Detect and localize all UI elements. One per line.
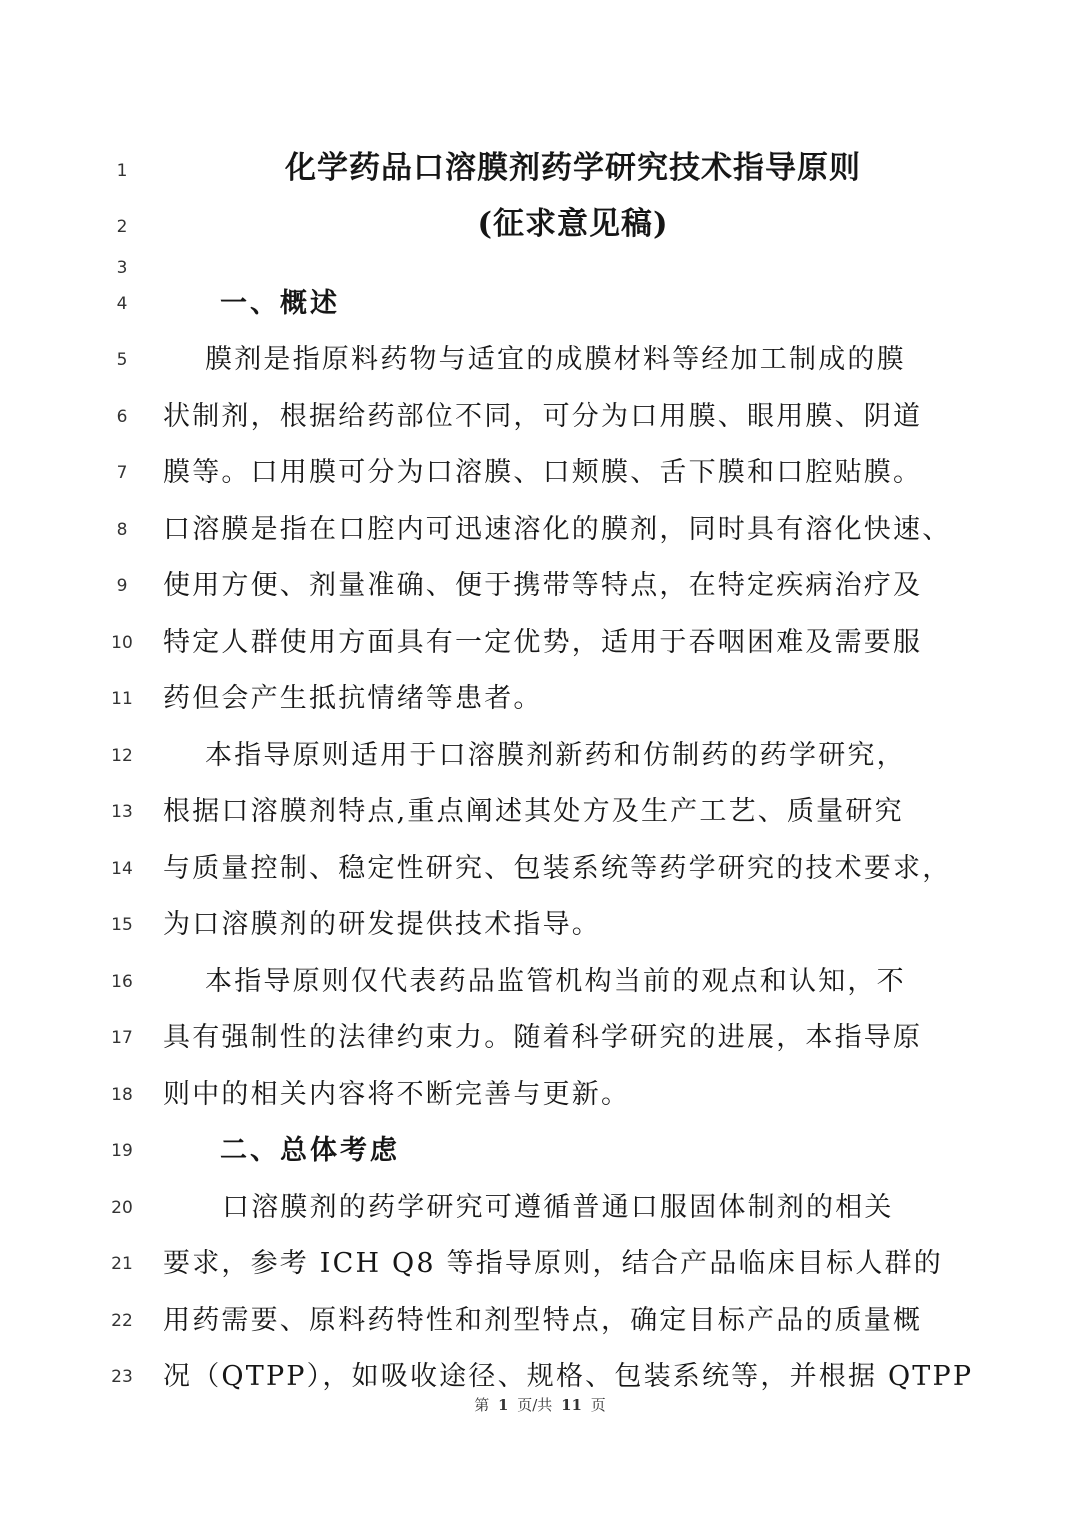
line-16: [0, 944, 1080, 1000]
section-heading-general: 二、总体考虑: [220, 1135, 400, 1166]
line-number: 21: [111, 1254, 133, 1274]
line-8: [0, 492, 1080, 548]
footer-middle: 页/共: [517, 1396, 553, 1414]
line-20: [0, 1170, 1080, 1226]
line-number: 16: [111, 972, 133, 992]
line-number: 4: [116, 294, 128, 314]
paragraph-line: 具有强制性的法律约束力。随着科学研究的进展，本指导原: [163, 1022, 923, 1053]
paragraph-line: 膜等。口用膜可分为口溶膜、口颊膜、舌下膜和口腔贴膜。: [163, 457, 923, 488]
line-number: 5: [116, 350, 128, 370]
line-1: [0, 133, 1080, 189]
section-heading-overview: 一、概述: [220, 288, 340, 319]
line-number: 22: [111, 1311, 133, 1331]
line-15: [0, 887, 1080, 943]
paragraph-line: 药但会产生抵抗情绪等患者。: [163, 683, 543, 714]
paragraph-line: 特定人群使用方面具有一定优势，适用于吞咽困难及需要服: [163, 627, 923, 658]
line-12: [0, 718, 1080, 774]
line-17: [0, 1000, 1080, 1056]
line-number: 14: [111, 859, 133, 879]
paragraph-line: 为口溶膜剂的研发提供技术指导。: [163, 909, 601, 940]
paragraph-line: 则中的相关内容将不断完善与更新。: [163, 1079, 631, 1110]
line-10: [0, 605, 1080, 661]
line-number: 2: [116, 217, 128, 237]
line-number: 15: [111, 915, 133, 935]
paragraph-line: 要求，参考 ICH Q8 等指导原则，结合产品临床目标人群的: [163, 1248, 943, 1279]
paragraph-line: 根据口溶膜剂特点,重点阐述其处方及生产工艺、质量研究: [163, 796, 904, 827]
document-subtitle: (征求意见稿): [477, 206, 669, 242]
paragraph-line: 口溶膜是指在口腔内可迅速溶化的膜剂，同时具有溶化快速、: [163, 514, 952, 545]
line-number: 8: [116, 520, 128, 540]
line-13: [0, 774, 1080, 830]
line-number: 18: [111, 1085, 133, 1105]
line-number: 12: [111, 746, 133, 766]
line-14: [0, 831, 1080, 887]
line-number: 23: [111, 1367, 133, 1387]
line-number: 13: [111, 802, 133, 822]
current-page-number: 1: [498, 1396, 509, 1414]
line-number: 1: [116, 161, 128, 181]
paragraph-line: 本指导原则适用于口溶膜剂新药和仿制药的药学研究，: [205, 740, 906, 771]
line-22: [0, 1283, 1080, 1339]
line-5: [0, 322, 1080, 378]
paragraph-line: 用药需要、原料药特性和剂型特点，确定目标产品的质量概: [163, 1305, 923, 1336]
line-number: 10: [111, 633, 133, 653]
line-number: 3: [116, 258, 128, 278]
paragraph-line: 本指导原则仅代表药品监管机构当前的观点和认知，不: [205, 966, 906, 997]
paragraph-line: 况（QTPP），如吸收途径、规格、包装系统等，并根据 QTPP: [163, 1361, 974, 1392]
document-title: 化学药品口溶膜剂药学研究技术指导原则: [285, 150, 861, 186]
paragraph-line: 状制剂，根据给药部位不同，可分为口用膜、眼用膜、阴道: [163, 401, 923, 432]
line-4: [0, 266, 1080, 322]
line-23: [0, 1339, 1080, 1395]
line-19: [0, 1113, 1080, 1169]
line-6: [0, 379, 1080, 435]
paragraph-line: 膜剂是指原料药物与适宜的成膜材料等经加工制成的膜: [205, 344, 906, 375]
line-number: 7: [116, 463, 128, 483]
line-number: 6: [116, 407, 128, 427]
page-footer: [0, 1394, 1080, 1415]
footer-suffix: 页: [590, 1396, 606, 1414]
line-11: [0, 661, 1080, 717]
line-number: 17: [111, 1028, 133, 1048]
line-9: [0, 548, 1080, 604]
paragraph-line: 与质量控制、稳定性研究、包装系统等药学研究的技术要求，: [163, 853, 952, 884]
line-number: 20: [111, 1198, 133, 1218]
line-number: 9: [116, 576, 128, 596]
paragraph-line: 口溶膜剂的药学研究可遵循普通口服固体制剂的相关: [222, 1192, 894, 1223]
total-page-count: 11: [561, 1396, 582, 1414]
line-18: [0, 1057, 1080, 1113]
paragraph-line: 使用方便、剂量准确、便于携带等特点，在特定疾病治疗及: [163, 570, 923, 601]
line-21: [0, 1226, 1080, 1282]
line-number: 11: [111, 689, 133, 709]
line-number: 19: [111, 1141, 133, 1161]
footer-prefix: 第: [474, 1396, 490, 1414]
line-7: [0, 435, 1080, 491]
